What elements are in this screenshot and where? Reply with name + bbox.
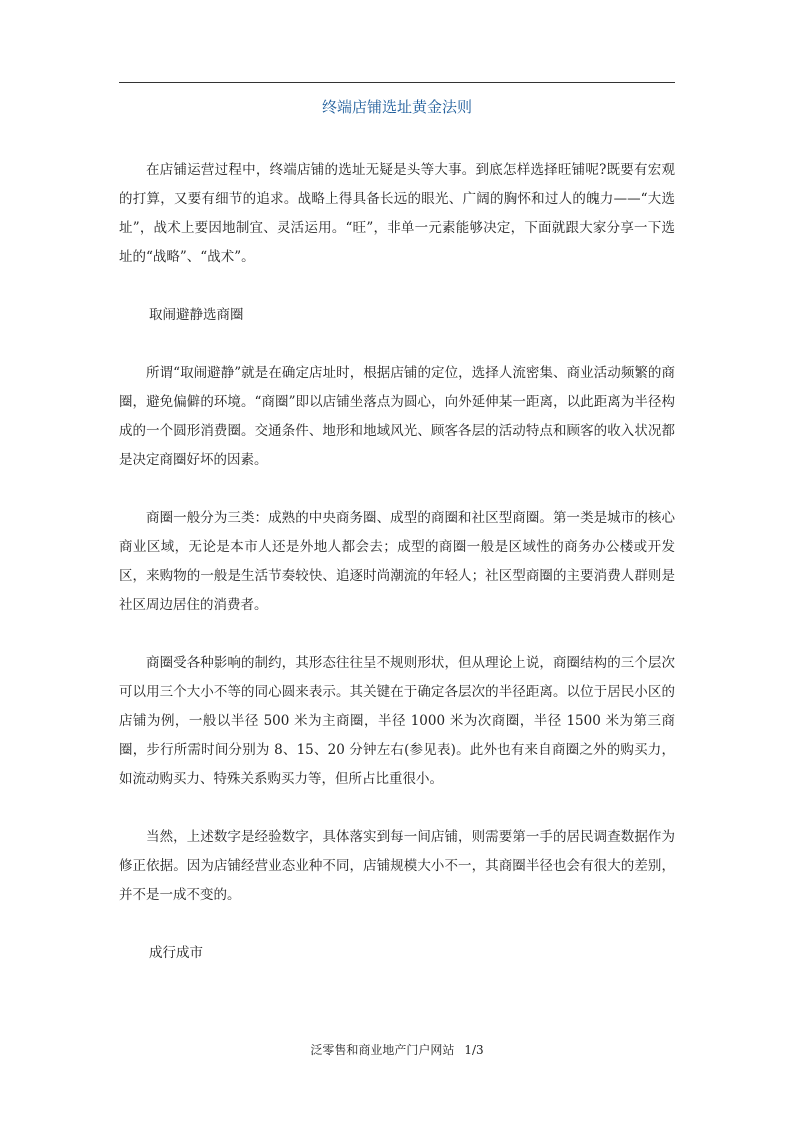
page-footer <box>0 1041 794 1059</box>
footer-site-name: 泛零售和商业地产门户网站 <box>310 1043 455 1057</box>
paragraph-business-district-types: 商圈一般分为三类：成熟的中央商务圈、成型的商圈和社区型商圈。第一类是城市的核心商业区域，无论是本市人还是外地人都会去；成型的商圈一般是区域性的商务办公楼或开发区，来购物的一般是生活节奏较快、追逐时尚潮流的年轻人；社区型商圈的主要消费人群则是社区周边居住的消费者。 <box>119 510 675 613</box>
paragraph-empirical-numbers: 当然，上述数字是经验数字，具体落实到每一间店铺，则需要第一手的居民调查数据作为修正依据。因为店铺经营业态业种不同，店铺规模大小不一，其商圈半径也会有很大的差别，并不是一成不变的。 <box>119 829 675 903</box>
page-number: 1/3 <box>464 1043 484 1057</box>
section-heading-clustering: 成行成市 <box>149 945 203 961</box>
document-title: 终端店铺选址黄金法则 <box>321 98 472 116</box>
section-heading-business-district: 取闹避静选商圈 <box>149 307 244 323</box>
paragraph-intro: 在店铺运营过程中，终端店铺的选址无疑是头等大事。到底怎样选择旺铺呢?既要有宏观的打算，又要有细节的追求。战略上得具备长远的眼光、广阔的胸怀和过人的魄力——“大选址”，战术上要因地制宜、灵活运用。“旺”，非单一元素能够决定，下面就跟大家分享一下选址的“战略”、“战术”。 <box>119 162 675 265</box>
header-rule <box>119 82 675 83</box>
paragraph-business-district-definition: 所谓“取闹避静”就是在确定店址时，根据店铺的定位，选择人流密集、商业活动频繁的商圈，避免偏僻的环境。“商圈”即以店铺坐落点为圆心，向外延伸某一距离，以此距离为半径构成的一个圆形消费圈。交通条件、地形和地域风光、顾客各层的活动特点和顾客的收入状况都是决定商圈好坏的因素。 <box>119 365 675 468</box>
document-body <box>119 156 675 997</box>
paragraph-business-district-structure: 商圈受各种影响的制约，其形态往往呈不规则形状，但从理论上说，商圈结构的三个层次可以用三个大小不等的同心圆来表示。其关键在于确定各层次的半径距离。以位于居民小区的店铺为例，一般以半径 500 米为主商圈，半径 1000 米为次商圈，半径 1500 米为第三商圈，步行所需时间分别为 8、15、20 分钟左右(参见表)。此外也有来自商圈之外的购买力，如流动购买力、特殊关系购买力等，但所占比重很小。 <box>119 655 675 787</box>
